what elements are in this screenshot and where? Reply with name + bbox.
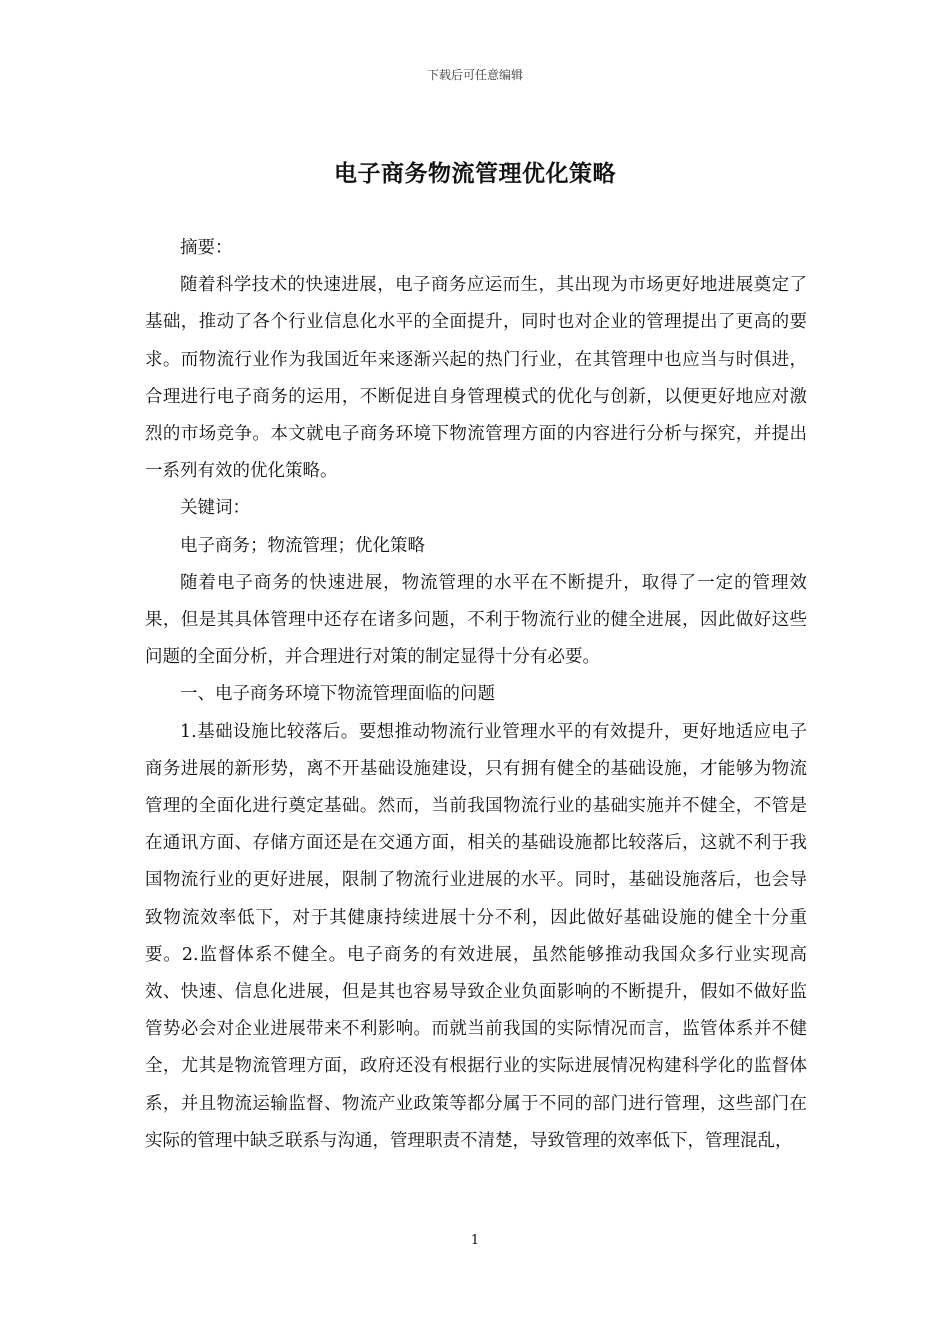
abstract-paragraph: 随着科学技术的快速进展，电子商务应运而生，其出现为市场更好地进展奠定了基础，推动了各个行业信息化水平的全面提升，同时也对企业的管理提出了更高的要求。而物流行业作为我国近年来逐渐兴起的热门行业，在其管理中也应当与时俱进，合理进行电子商务的运用，不断促进自身管理模式的优化与创新，以便更好地应对激烈的市场竞争。本文就电子商务环境下物流管理方面的内容进行分析与探究，并提出一系列有效的优化策略。 — [145, 275, 807, 482]
abstract-heading: 摘要： — [180, 238, 233, 258]
document-body — [145, 230, 807, 1160]
keywords-list: 电子商务；物流管理；优化策略 — [180, 535, 425, 556]
section-heading-1: 一、电子商务环境下物流管理面临的问题 — [180, 684, 495, 705]
intro-paragraph: 随着电子商务的快速进展，物流管理的水平在不断提升，取得了一定的管理效果，但是其具体管理中还存在诸多问题，不利于物流行业的健全进展，因此做好这些问题的全面分析，并合理进行对策的制定显得十分有必要。 — [145, 572, 807, 668]
page-number: 1 — [470, 1233, 480, 1248]
section-1-paragraph: 1.基础设施比较落后。要想推动物流行业管理水平的有效提升，更好地适应电子商务进展的新形势，离不开基础设施建设，只有拥有健全的基础设施，才能够为物流管理的全面化进行奠定基础。然而，当前我国物流行业的基础实施并不健全，不管是在通讯方面、存储方面还是在交通方面，相关的基础设施都比较落后，这就不利于我国物流行业的更好进展，限制了物流行业进展的水平。同时，基础设施落后，也会导致物流效率低下，对于其健康持续进展十分不利，因此做好基础设施的健全十分重要。2.监督体系不健全。电子商务的有效进展，虽然能够推动我国众多行业实现高效、快速、信息化进展，但是其也容易导致企业负面影响的不断提升，假如不做好监管势必会对企业进展带来不利影响。而就当前我国的实际情况而言，监管体系并不健全，尤其是物流管理方面，政府还没有根据行业的实际进展情况构建科学化的监督体系，并且物流运输监督、物流产业政策等都分属于不同的部门进行管理，这些部门在实际的管理中缺乏联系与沟通，管理职责不清楚，导致管理的效率低下，管理混乱， — [145, 721, 807, 1151]
header-note: 下载后可任意编辑 — [426, 68, 523, 82]
keywords-heading: 关键词： — [180, 498, 250, 519]
document-title: 电子商务物流管理优化策略 — [334, 161, 616, 187]
